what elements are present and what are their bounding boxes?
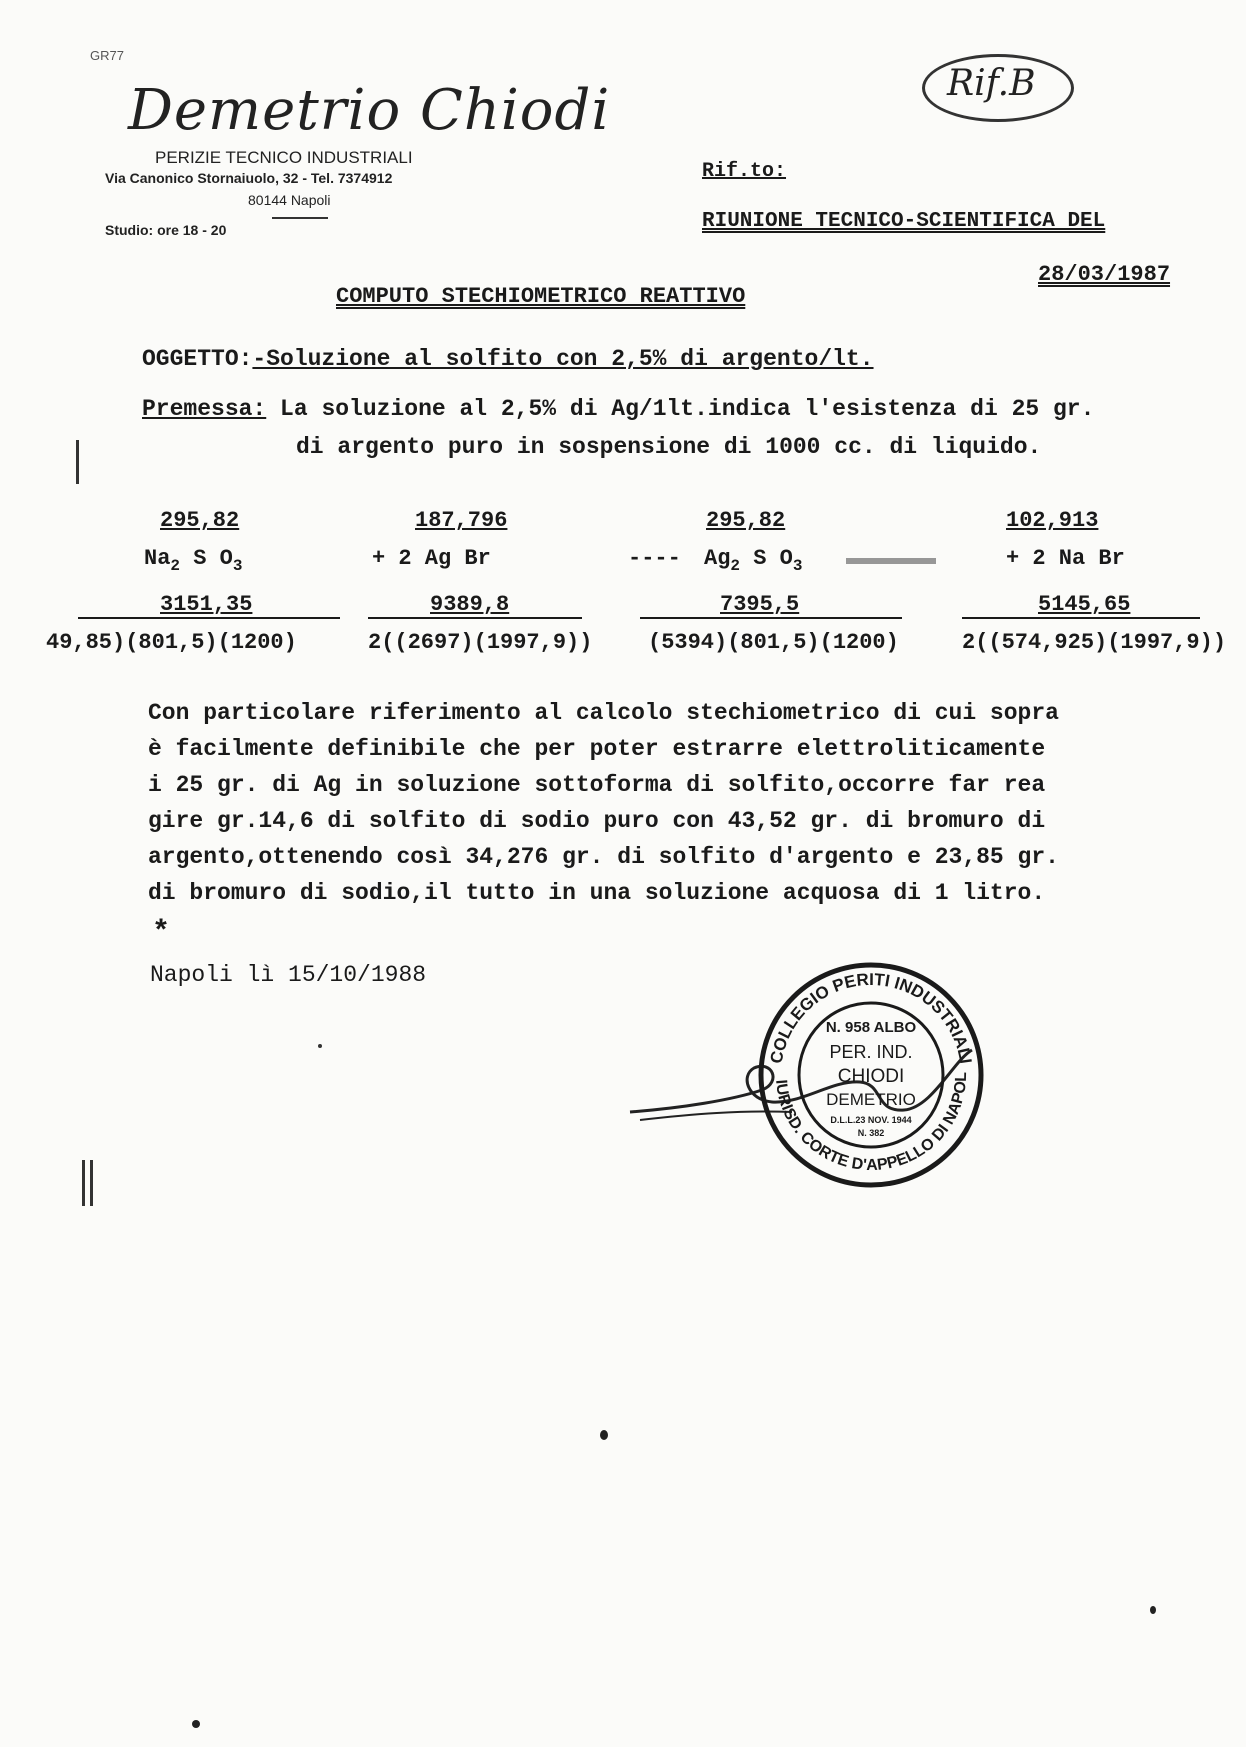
conclusion-line-1: Con particolare riferimento al calcolo stechiometrico di cui sopra [148,700,1059,726]
letterhead-line1: PERIZIE TECNICO INDUSTRIALI [155,148,413,167]
eq-detail-3: (5394)(801,5)(1200) [648,630,899,655]
stamp-ring-bottom: IURISD. CORTE D'APPELLO DI NAPOL [772,1071,971,1175]
oggetto-text: -Soluzione al solfito con 2,5% di argento/lt. [252,346,874,372]
premessa-line2: di argento puro in sospensione di 1000 cc. di liquido. [296,434,1042,460]
eq-term-1-a: Na [144,546,171,571]
eq-bottom-value-3: 7395,5 [720,592,800,617]
premessa-line1 [142,396,1094,422]
conclusion-line-4: gire gr.14,6 di solfito di sodio puro con 43,52 gr. di bromuro di [148,808,1046,834]
ref-date: 28/03/1987 [1038,262,1171,287]
letterhead-logo: Demetrio Chiodi [128,78,611,143]
document-title: COMPUTO STECHIOMETRICO REATTIVO [336,284,746,309]
stamp-decree: D.L.L.23 NOV. 1944 [830,1115,912,1125]
scan-speck-2 [1150,1606,1156,1614]
stamp-decree-no: N. 382 [857,1128,885,1138]
scan-mark-left [76,440,79,484]
eq-detail-1: 49,85)(801,5)(1200) [46,630,297,655]
eq-top-value-1: 295,82 [160,508,240,533]
eq-arrow: ---- [628,546,681,571]
letterhead-divider [272,217,328,219]
conclusion-line-2: è facilmente definibile che per poter estrarre elettroliticamente [148,736,1046,762]
eq-term-1-b: S O [193,546,233,571]
scan-mark-left-lower [82,1160,85,1206]
stamp-surname: CHIODI [837,1066,905,1087]
scan-speck-1 [600,1430,608,1440]
eq-term-1-sub1: 2 [170,557,181,575]
eq-smudge [846,558,936,564]
ref-label: Rif.to: [702,160,787,183]
oggetto-line [142,346,874,372]
ref-meeting: RIUNIONE TECNICO-SCIENTIFICA DEL [702,210,1106,233]
letterhead-line2: Via Canonico Stornaiuolo, 32 - Tel. 7374912 [105,170,393,186]
stamp-ring-top: COLLEGIO PERITI INDUSTRIALI [766,969,976,1066]
premessa-text1: La soluzione al 2,5% di Ag/1lt.indica l'esistenza di 25 gr. [280,396,1095,422]
eq-term-3-a: Ag [704,546,731,571]
eq-fraction-line-3 [640,617,902,619]
eq-term-3-b: S O [753,546,793,571]
scan-mark-left-lower-2 [90,1160,93,1206]
eq-bottom-value-1: 3151,35 [160,592,253,617]
eq-detail-4: 2((574,925)(1997,9)) [962,630,1227,655]
eq-fraction-line-4 [962,617,1200,619]
conclusion-line-5: argento,ottenendo così 34,276 gr. di solfito d'argento e 23,85 gr. [148,844,1059,870]
stamp-title: PER. IND. [829,1042,913,1062]
eq-term-1 [144,546,242,575]
letterhead-line4: Studio: ore 18 - 20 [105,222,227,238]
handwritten-ref: Rif.B [947,63,1036,104]
eq-detail-2: 2((2697)(1997,9)) [368,630,593,655]
eq-top-value-3: 295,82 [706,508,786,533]
eq-term-3-sub1: 2 [730,557,741,575]
corner-mark: GR77 [90,48,124,63]
eq-bottom-value-4: 5145,65 [1038,592,1131,617]
scan-speck-4 [318,1044,322,1048]
stamp-firstname: DEMETRIO [826,1090,916,1109]
eq-top-value-2: 187,796 [415,508,508,533]
eq-top-value-4: 102,913 [1006,508,1099,533]
conclusion-line-6: di bromuro di sodio,il tutto in una soluzione acquosa di 1 litro. [148,880,1046,906]
official-stamp [756,960,986,1190]
eq-term-3 [704,546,802,575]
conclusion-line-3: i 25 gr. di Ag in soluzione sottoforma di solfito,occorre far rea [148,772,1046,798]
eq-bottom-value-2: 9389,8 [430,592,510,617]
stamp-number: N. 958 ALBO [825,1019,917,1036]
oggetto-label: OGGETTO: [142,346,253,372]
place-date: Napoli lì 15/10/1988 [150,962,427,988]
asterisk-mark: * [152,916,171,950]
eq-fraction-line-2 [368,617,582,619]
eq-term-3-sub2: 3 [792,557,803,575]
eq-term-1-sub2: 3 [232,557,243,575]
premessa-label: Premessa: [142,396,267,422]
eq-operator-1: + 2 Ag Br [372,546,491,571]
letterhead-line3: 80144 Napoli [248,192,331,208]
scan-speck-3 [192,1720,200,1728]
eq-fraction-line-1 [78,617,340,619]
eq-operator-2: + 2 Na Br [1006,546,1125,571]
handwritten-ref-oval [922,54,1074,122]
